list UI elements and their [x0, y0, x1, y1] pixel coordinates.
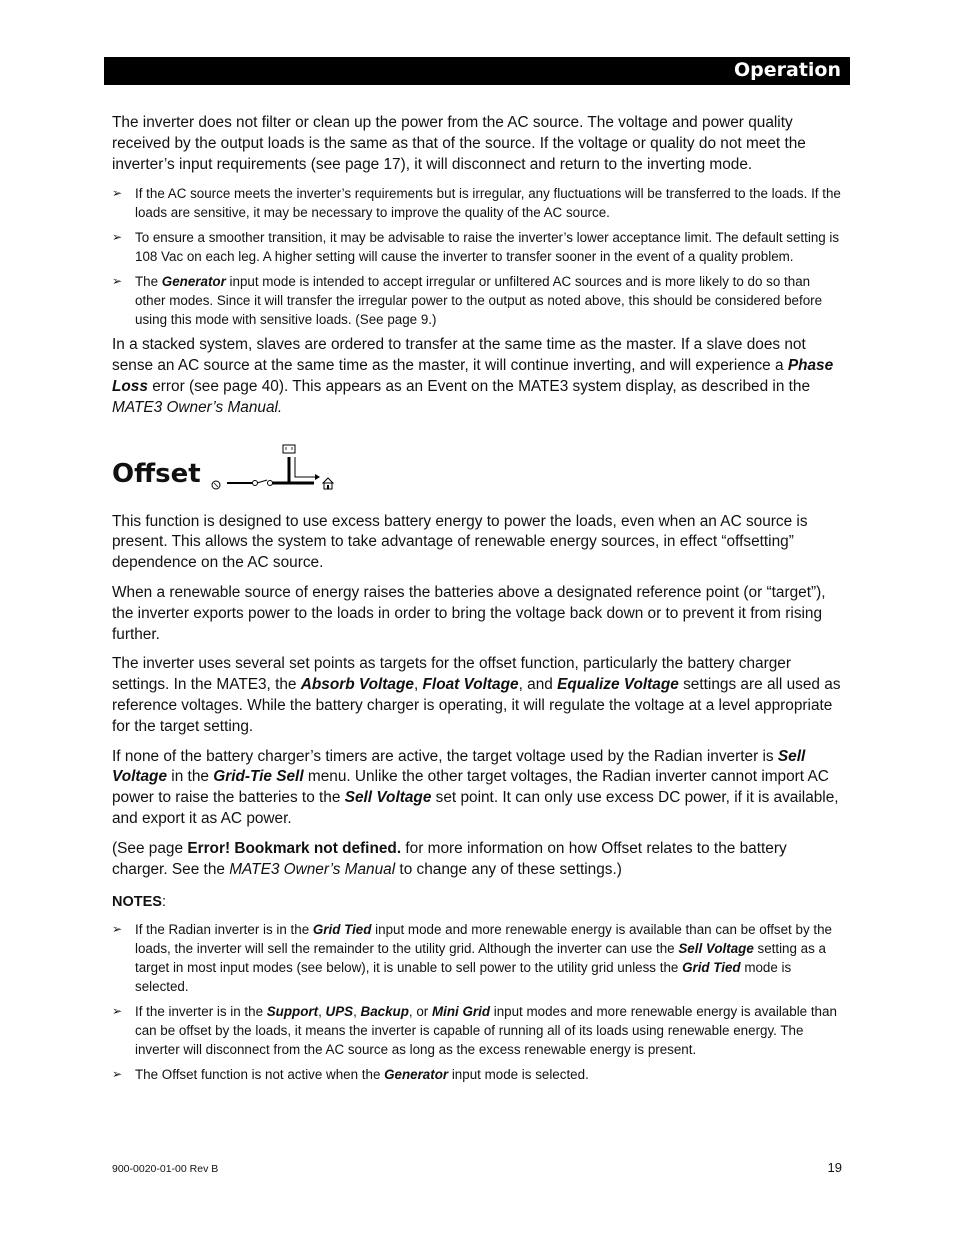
notes-bullet-list	[112, 920, 842, 1084]
footer-page-number: 19	[827, 1160, 842, 1175]
notes-label: NOTES:	[112, 894, 166, 911]
term-grid-tied: Grid Tied	[682, 960, 741, 976]
offset-paragraph-3: The inverter uses several set points as targets for the offset function, particularly the battery charger settings. In the MATE3, the Absorb Voltage, Float Voltage, and Equalize Voltage settings are all used as reference voltages. While the battery charger is operating, it will regulate the voltage at a level appropriate for the target setting.	[112, 655, 841, 735]
list-item: ➢ To ensure a smoother transition, it may be advisable to raise the inverter’s lower acceptance limit. The default setting is 108 Vac on each leg. A higher setting will cause the inverter to transfer sooner in the event of a quality problem.	[112, 230, 840, 265]
term-backup: Backup	[360, 1004, 409, 1020]
list-item: ➢ If the Radian inverter is in the Grid Tied input mode and more renewable energy is available than can be offset by the loads, the inverter will sell the remainder to the utility grid. Although the inverter can use the Sell Voltage setting as a target in most input modes (see below), it is unable to sell power to the utility grid unless the Grid Tied mode is selected.	[112, 922, 832, 995]
list-item: ➢ If the AC source meets the inverter’s requirements but is irregular, any fluctuations will be transferred to the loads. If the loads are sensitive, it may be necessary to improve the quality of the AC source.	[112, 186, 841, 221]
term-sell-voltage: Sell Voltage	[344, 789, 432, 807]
manual-reference: MATE3 Owner’s Manual.	[112, 398, 283, 416]
term-equalize-voltage: Equalize Voltage	[557, 676, 679, 694]
term-ups: UPS	[325, 1004, 354, 1020]
arrowhead-bullet-icon: ➢	[112, 1067, 123, 1082]
list-item: ➢ The Offset function is not active when the Generator input mode is selected.	[112, 1067, 589, 1083]
offset-paragraph-1: This function is designed to use excess battery energy to power the loads, even when an AC source is present. This allows the system to take advantage of renewable energy sources, in effect “offsetting” dependence on the AC source.	[112, 512, 808, 572]
footer-doc-number: 900-0020-01-00 Rev B	[112, 1163, 219, 1175]
section-title: Offset	[112, 458, 201, 489]
offset-heading	[112, 443, 842, 503]
term-generator: Generator	[384, 1067, 449, 1083]
term-support: Support	[266, 1004, 319, 1020]
page-content	[112, 113, 842, 1090]
term-grid-tied: Grid Tied	[312, 922, 372, 938]
arrowhead-bullet-icon: ➢	[112, 1004, 123, 1019]
offset-paragraph-2: When a renewable source of energy raises the batteries above a designated reference point (or “target”), the inverter exports power to the loads in order to bring the voltage back down or to prevent it from rising further.	[112, 583, 826, 643]
arrowhead-bullet-icon: ➢	[112, 274, 123, 289]
header-bar	[104, 57, 850, 85]
term-grid-tie-sell: Grid-Tie Sell	[213, 768, 304, 786]
bookmark-error: Error! Bookmark not defined.	[187, 839, 402, 857]
arrowhead-bullet-icon: ➢	[112, 922, 123, 937]
term-sell-voltage: Sell Voltage	[112, 747, 806, 786]
offset-power-flow-icon	[210, 443, 340, 491]
term-sell-voltage: Sell Voltage	[678, 941, 754, 957]
offset-paragraph-5: (See page Error! Bookmark not defined. for more information on how Offset relates to the battery charger. See the MATE3 Owner’s Manual to change any of these settings.)	[112, 839, 787, 878]
term-phase-loss: Phase Loss	[112, 357, 834, 395]
intro-paragraph-1: The inverter does not filter or clean up the power from the AC source. The voltage and power quality received by the output loads is the same as that of the source. If the voltage or quality do not meet the inverter’s input requirements (see page 17), it will disconnect and return to the inverting mode.	[112, 114, 806, 173]
section-header-title: Operation	[733, 59, 841, 81]
term-absorb-voltage: Absorb Voltage	[300, 676, 414, 694]
offset-paragraph-4: If none of the battery charger’s timers are active, the target voltage used by the Radian inverter is Sell Voltage in the Grid-Tie Sell menu. Unlike the other target voltages, the Radian inverter cannot import AC power to raise the batteries to the Sell Voltage set point. It can only use excess DC power, if it is available, and export it as AC power.	[112, 747, 839, 827]
arrowhead-bullet-icon: ➢	[112, 230, 123, 245]
term-generator: Generator	[161, 274, 226, 290]
list-item: ➢ The Generator input mode is intended to accept irregular or unfiltered AC sources and is more likely to do so than other modes. Since it will transfer the irregular power to the output as noted above, this should be considered before using this mode with sensitive loads. (See page 9.)	[112, 274, 823, 328]
intro-bullet-list	[112, 184, 842, 329]
manual-reference: MATE3 Owner’s Manual	[229, 860, 396, 878]
arrowhead-bullet-icon: ➢	[112, 186, 123, 201]
intro-paragraph-2: In a stacked system, slaves are ordered to transfer at the same time as the master. If a slave does not sense an AC source at the same time as the master, it will continue inverting, and will experience a Phase Loss error (see page 40). This appears as an Event on the MATE3 system display, as described in the MATE3 Owner’s Manual.	[112, 336, 834, 416]
term-mini-grid: Mini Grid	[431, 1004, 491, 1020]
term-float-voltage: Float Voltage	[422, 676, 519, 694]
list-item: ➢ If the inverter is in the Support, UPS, Backup, or Mini Grid input modes and more renewable energy is available than can be offset by the loads, it means the inverter is capable of running all of its loads using renewable energy. The inverter will disconnect from the AC source as long as the excess renewable energy is present.	[112, 1004, 837, 1058]
